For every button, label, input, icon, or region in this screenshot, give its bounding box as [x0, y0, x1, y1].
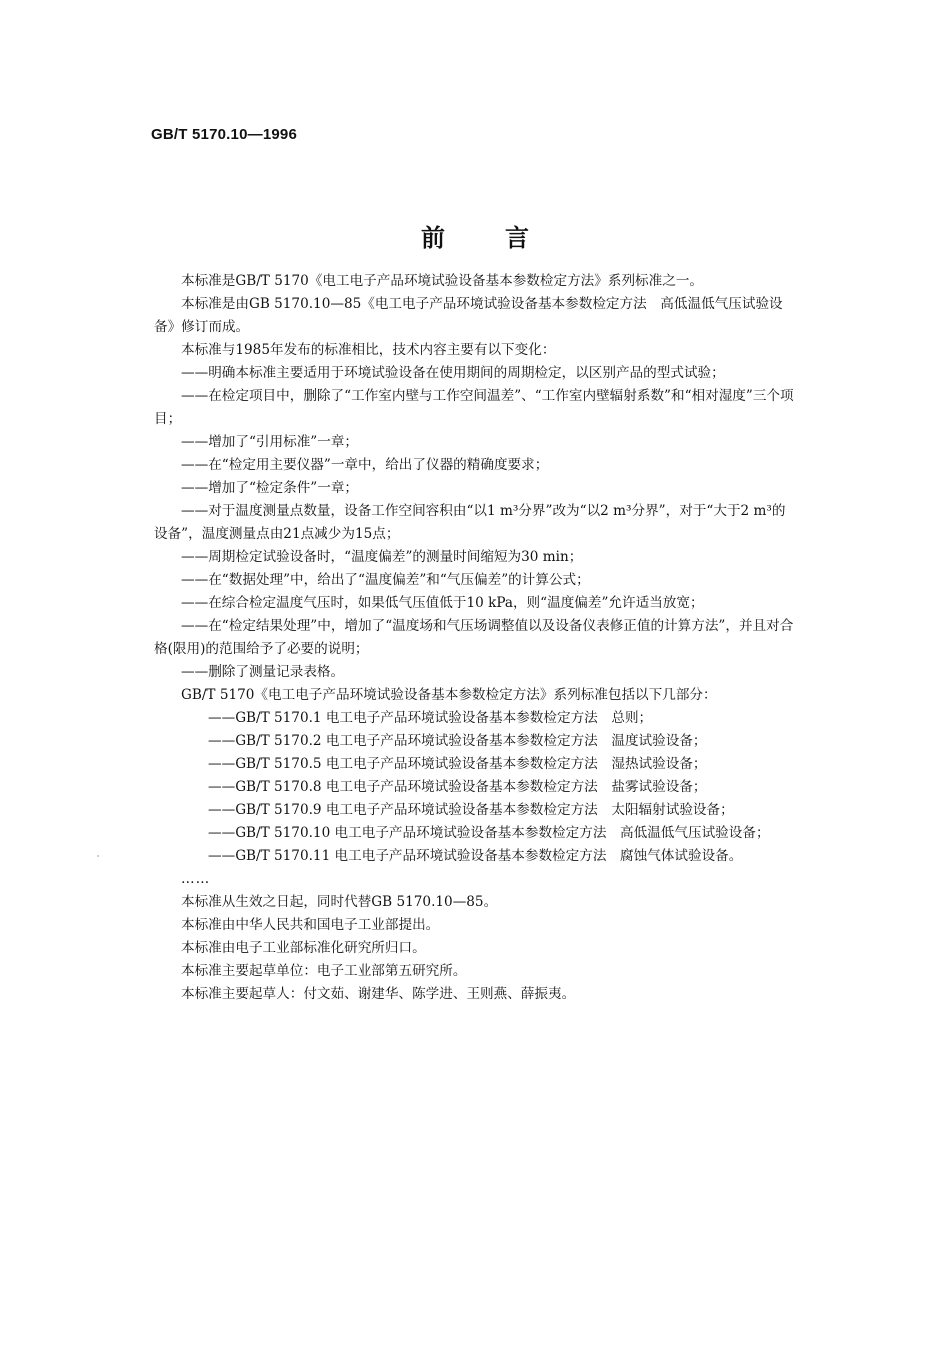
series-code: ——GB/T 5170.1 [208, 710, 322, 726]
series-code: ——GB/T 5170.11 [208, 848, 331, 864]
series-part: 太阳辐射试验设备； [611, 802, 734, 818]
standard-number: GB/T 5170.10—1996 [151, 126, 297, 143]
change-item: ——增加了“引用标准”一章； [181, 434, 359, 450]
series-name: 电工电子产品环境试验设备基本参数检定方法 [325, 802, 598, 818]
series-item [154, 753, 794, 776]
series-code: ——GB/T 5170.2 [208, 733, 322, 749]
change-item: ——在综合检定温度气压时，如果低气压值低于10 kPa，则“温度偏差”允许适当放宽； [181, 595, 704, 611]
change-item: ——周期检定试验设备时，“温度偏差”的测量时间缩短为30 min； [181, 549, 583, 565]
title-char-2: 言 [505, 224, 529, 252]
series-name: 电工电子产品环境试验设备基本参数检定方法 [325, 733, 598, 749]
closing-paragraph: 本标准由电子工业部标准化研究所归口。 [181, 940, 426, 956]
series-item [154, 730, 794, 753]
series-name: 电工电子产品环境试验设备基本参数检定方法 [325, 779, 598, 795]
foreword-body [154, 270, 794, 1006]
series-item [154, 845, 794, 868]
series-part: 总则； [611, 710, 653, 726]
scan-speck [97, 855, 99, 857]
series-name: 电工电子产品环境试验设备基本参数检定方法 [325, 710, 598, 726]
change-item: ——删除了测量记录表格。 [181, 664, 345, 680]
page-title [0, 218, 950, 253]
series-item [154, 776, 794, 799]
series-part: 湿热试验设备； [611, 756, 707, 772]
change-item: ——增加了“检定条件”一章； [181, 480, 359, 496]
series-code: ——GB/T 5170.10 [208, 825, 331, 841]
paragraph: 本标准是GB/T 5170《电工电子产品环境试验设备基本参数检定方法》系列标准之一。 [181, 273, 704, 289]
change-item: ——在检定项目中，删除了“工作室内壁与工作空间温差”、“工作室内壁辐射系数”和“相对湿度”三个项目； [154, 388, 794, 427]
change-item: ——在“数据处理”中，给出了“温度偏差”和“气压偏差”的计算公式； [181, 572, 590, 588]
series-code: ——GB/T 5170.8 [208, 779, 322, 795]
series-name: 电工电子产品环境试验设备基本参数检定方法 [334, 825, 607, 841]
paragraph: 本标准是由GB 5170.10—85《电工电子产品环境试验设备基本参数检定方法 高低温低气压试验设备》修订而成。 [154, 296, 783, 335]
closing-paragraph: 本标准从生效之日起，同时代替GB 5170.10—85。 [181, 894, 498, 910]
closing-paragraph: 本标准由中华人民共和国电子工业部提出。 [181, 917, 440, 933]
series-part: 盐雾试验设备； [611, 779, 707, 795]
series-code: ——GB/T 5170.5 [208, 756, 322, 772]
series-item [154, 799, 794, 822]
change-item: ——在“检定结果处理”中，增加了“温度场和气压场调整值以及设备仪表修正值的计算方法”，并且对合格(限用)的范围给予了必要的说明； [154, 618, 794, 657]
series-part: 温度试验设备； [611, 733, 707, 749]
change-item: ——对于温度测量点数量，设备工作空间容积由“以1 m³分界”改为“以2 m³分界”，对于“大于2 m³的设备”，温度测量点由21点减少为15点； [154, 503, 786, 542]
paragraph: 本标准与1985年发布的标准相比，技术内容主要有以下变化： [181, 342, 556, 358]
title-char-1: 前 [421, 224, 445, 252]
closing-paragraph: 本标准主要起草单位：电子工业部第五研究所。 [181, 963, 467, 979]
change-item: ——在“检定用主要仪器”一章中，给出了仪器的精确度要求； [181, 457, 549, 473]
paragraph: GB/T 5170《电工电子产品环境试验设备基本参数检定方法》系列标准包括以下几部分： [181, 687, 717, 703]
series-name: 电工电子产品环境试验设备基本参数检定方法 [325, 756, 598, 772]
series-item [154, 707, 794, 730]
change-item: ——明确本标准主要适用于环境试验设备在使用期间的周期检定，以区别产品的型式试验； [181, 365, 725, 381]
series-part: 高低温低气压试验设备； [620, 825, 770, 841]
series-code: ——GB/T 5170.9 [208, 802, 322, 818]
closing-paragraph: 本标准主要起草人：付文茹、谢建华、陈学进、王则燕、薛振夷。 [181, 986, 576, 1002]
series-part: 腐蚀气体试验设备。 [620, 848, 743, 864]
ellipsis: …… [181, 871, 211, 887]
series-name: 电工电子产品环境试验设备基本参数检定方法 [334, 848, 607, 864]
series-item [154, 822, 794, 845]
